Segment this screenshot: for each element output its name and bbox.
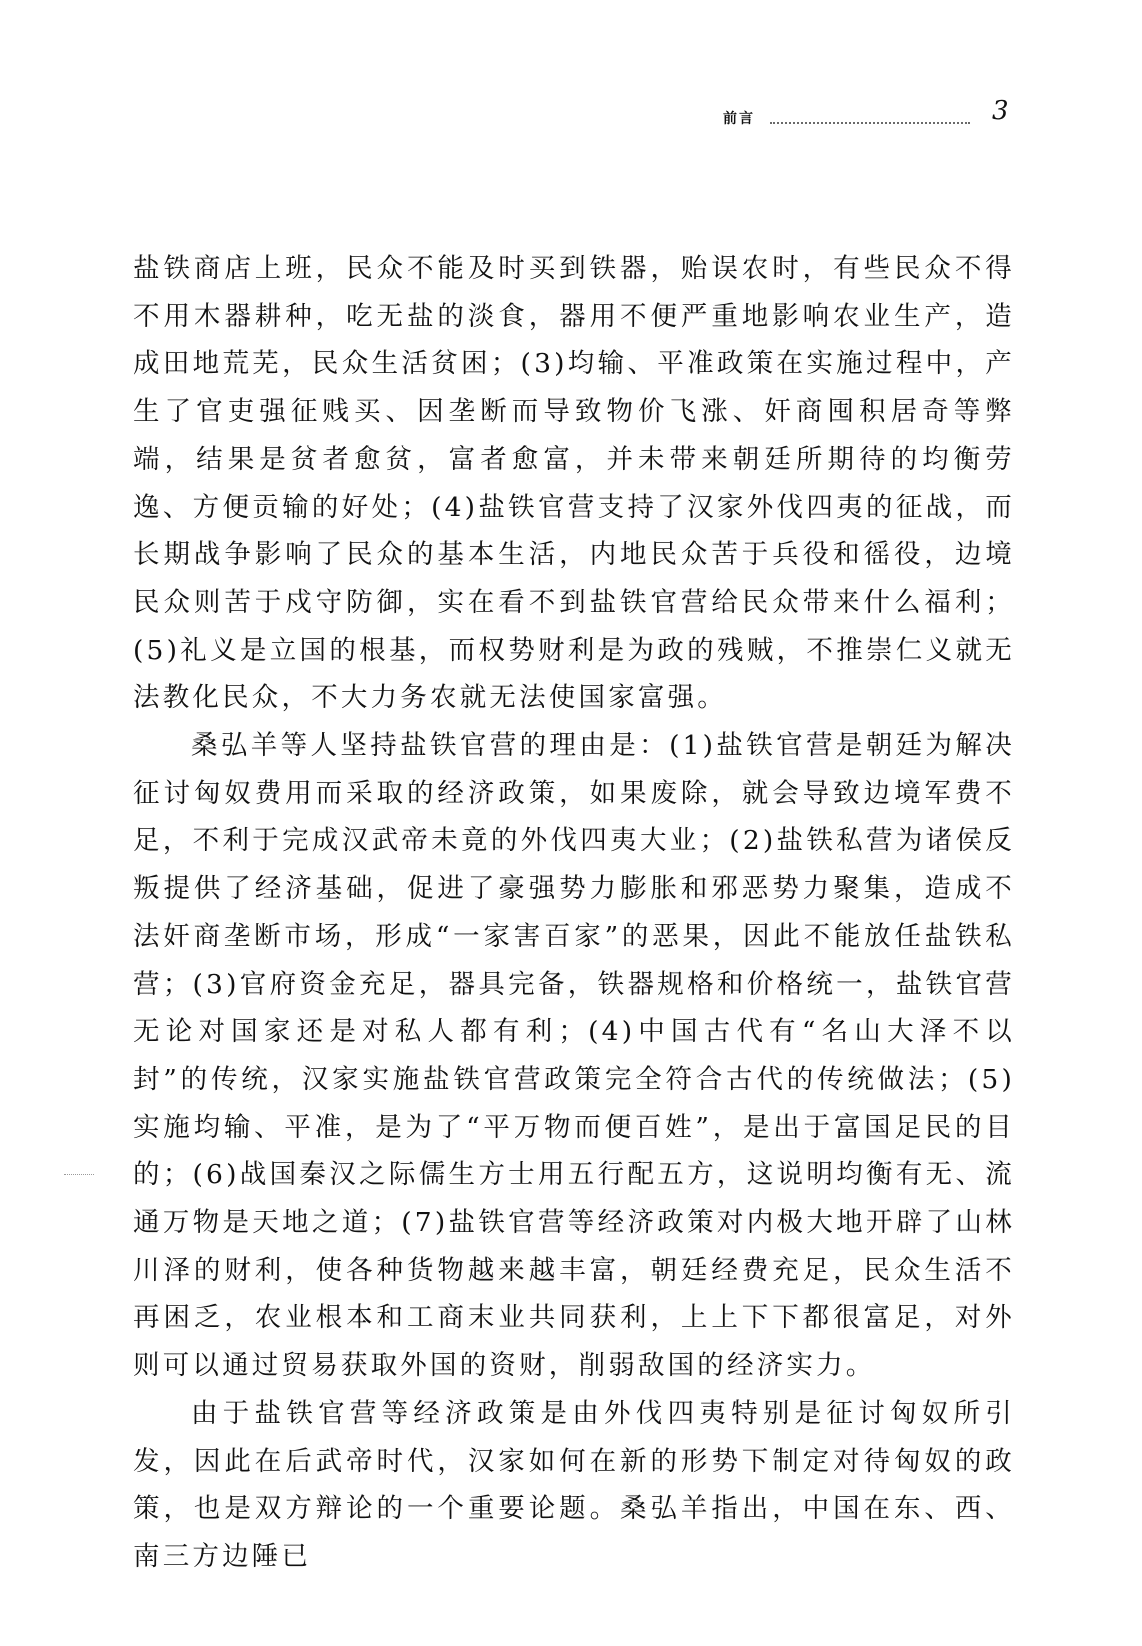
margin-mark — [64, 1174, 94, 1175]
body-text — [133, 245, 1015, 1581]
paragraph: 桑弘羊等人坚持盐铁官营的理由是：(1)盐铁官营是朝廷为解决征讨匈奴费用而采取的经济政策，如果废除，就会导致边境军费不足，不利于完成汉武帝未竟的外伐四夷大业；(2)盐铁私营为诸侯反叛提供了经济基础，促进了豪强势力膨胀和邪恶势力聚集，造成不法奸商垄断市场，形成“一家害百家”的恶果，因此不能放任盐铁私营；(3)官府资金充足，器具完备，铁器规格和价格统一，盐铁官营无论对国家还是对私人都有利；(4)中国古代有“名山大泽不以封”的传统，汉家实施盐铁官营政策完全符合古代的传统做法；(5)实施均输、平准，是为了“平万物而便百姓”，是出于富国足民的目的；(6)战国秦汉之际儒生方士用五行配五方，这说明均衡有无、流通万物是天地之道；(7)盐铁官营等经济政策对内极大地开辟了山林川泽的财利，使各种货物越来越丰富，朝廷经费充足，民众生活不再困乏，农业根本和工商末业共同获利，上上下下都很富足，对外则可以通过贸易获取外国的资财，削弱敌国的经济实力。 — [133, 730, 1015, 1382]
paragraph: 由于盐铁官营等经济政策是由外伐四夷特别是征讨匈奴所引发，因此在后武帝时代，汉家如何在新的形势下制定对待匈奴的政策，也是双方辩论的一个重要论题。桑弘羊指出，中国在东、西、南三方边陲已 — [133, 1397, 1015, 1572]
page-header — [0, 92, 1142, 132]
header-rule — [770, 122, 970, 124]
page-number: 3 — [992, 96, 1009, 126]
paragraph-continued: 盐铁商店上班，民众不能及时买到铁器，贻误农时，有些民众不得不用木器耕种，吃无盐的淡食，器用不便严重地影响农业生产，造成田地荒芜，民众生活贫困；(3)均输、平准政策在实施过程中，产生了官吏强征贱买、因垄断而导致物价飞涨、奸商囤积居奇等弊端，结果是贫者愈贫，富者愈富，并未带来朝廷所期待的均衡劳逸、方便贡输的好处；(4)盐铁官营支持了汉家外伐四夷的征战，而长期战争影响了民众的基本生活，内地民众苦于兵役和徭役，边境民众则苦于戍守防御，实在看不到盐铁官营给民众带来什么福利；(5)礼义是立国的根基，而权势财利是为政的残贼，不推崇仁义就无法教化民众，不大力务农就无法使国家富强。 — [133, 253, 1015, 714]
running-title: 前言 — [723, 111, 755, 127]
